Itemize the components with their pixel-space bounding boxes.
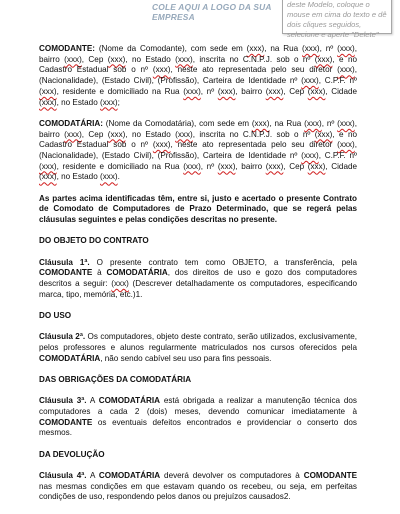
clause-2-paragraph bbox=[39, 332, 357, 364]
text-run: , inscrita no C.N.P.J. sob o nº bbox=[192, 129, 315, 139]
text-run: , bairro bbox=[235, 86, 266, 96]
text-run: , (Nacionalidade), (Estado Civil), (Profissão), Carteira de Identidade nº bbox=[39, 140, 357, 160]
clause-label: Cláusula 1ª. bbox=[39, 257, 90, 267]
placeholder-field: (xxx) bbox=[39, 97, 57, 107]
text-run: , residente e domiciliado na Rua bbox=[56, 86, 184, 96]
placeholder-field: (xxx) bbox=[39, 172, 57, 182]
text-run: O presente contrato tem como OBJETO, a transferência, pela bbox=[89, 257, 357, 267]
text-run: deverá devolver os computadores à bbox=[160, 471, 304, 481]
placeholder-field: (xxx) bbox=[39, 86, 57, 96]
placeholder-field: (xxx) bbox=[307, 86, 326, 96]
placeholder-field: (xxx) bbox=[251, 118, 270, 128]
text-run: , e no Cadastro Estadual sob o nº bbox=[39, 54, 357, 75]
placeholder-field: (xxx) bbox=[107, 54, 126, 64]
text-run: , e no Cadastro Estadual sob o nº bbox=[39, 129, 357, 150]
text-run: , Cep bbox=[283, 161, 308, 171]
party-name: COMODANTE bbox=[39, 268, 93, 278]
text-run: , no Estado bbox=[56, 97, 100, 107]
party-name: COMODATÁRIA bbox=[98, 396, 160, 406]
text-run: à bbox=[92, 268, 107, 278]
section-heading-uso: DO USO bbox=[39, 311, 72, 321]
text-run: , Cep bbox=[283, 86, 308, 96]
text-run: (Nome da Comodante), com sede em bbox=[94, 44, 247, 53]
placeholder-field: (xxx) bbox=[107, 129, 126, 139]
contract-document bbox=[39, 44, 357, 514]
party-name: COMODANTE bbox=[39, 417, 93, 427]
placeholder-field: (xxx) bbox=[39, 161, 57, 171]
placeholder-field: (xxx) bbox=[217, 86, 236, 96]
text-run: , nº bbox=[319, 44, 338, 53]
placeholder-field: (xxx) bbox=[337, 44, 355, 53]
placeholder-field: (xxx) bbox=[304, 118, 322, 128]
text-run: , na Rua bbox=[264, 44, 303, 53]
placeholder-field: (xxx) bbox=[246, 44, 265, 53]
clause-label: Cláusula 4ª. bbox=[39, 471, 87, 481]
placeholder-field: (xxx) bbox=[302, 44, 320, 53]
text-run: , neste ato representada pelo seu diretor bbox=[170, 140, 338, 150]
text-run: , nº bbox=[200, 86, 218, 96]
logo-placeholder-text: COLE AQUI A LOGO DA SUA EMPRESA bbox=[152, 2, 272, 22]
text-run: , C.P.F. nº bbox=[318, 76, 357, 86]
text-run: , bairro bbox=[235, 161, 266, 171]
placeholder-field: (xxx) bbox=[99, 97, 118, 107]
text-run: , no Estado bbox=[56, 172, 100, 182]
placeholder-field: (xxx) bbox=[314, 54, 333, 64]
placeholder-field: (xxx) bbox=[64, 54, 82, 64]
text-run: Os computadores, objeto deste contrato, serão utilizados, exclusivamente, pelos professores e alunos regularmente matriculados nos cursos oferecidos pela bbox=[39, 332, 358, 353]
placeholder-field: (xxx) bbox=[301, 76, 319, 86]
text-run: , bairro bbox=[39, 44, 357, 64]
placeholder-field: (xxx) bbox=[99, 172, 118, 182]
clause-4-paragraph bbox=[39, 471, 357, 503]
comodante-paragraph bbox=[39, 44, 357, 108]
text-run: A bbox=[86, 471, 99, 481]
placeholder-field: (xxx) bbox=[265, 161, 284, 171]
party-name: COMODATÁRIA bbox=[98, 471, 161, 481]
section-heading-objeto: DO OBJETO DO CONTRATO bbox=[39, 236, 149, 246]
clause-1-paragraph bbox=[39, 258, 357, 301]
comodataria-paragraph bbox=[39, 119, 357, 183]
placeholder-field: (xxx) bbox=[175, 54, 193, 64]
intro-paragraph: As partes acima identificadas têm, entre si, justo e acertado o presente Contrato de Comodato de Computadores de Prazo Determinado, que se regerá pelas cláusulas seguintes e pelas condições descritas no presente. bbox=[39, 193, 357, 225]
text-run: , residente e domiciliado na Rua bbox=[56, 161, 184, 171]
clause-3-paragraph bbox=[39, 396, 357, 439]
placeholder-field: (xxx) bbox=[175, 129, 193, 139]
text-run: , Cep bbox=[81, 54, 108, 64]
placeholder-field: (xxx) bbox=[183, 161, 201, 171]
clause-label: Cláusula 2ª. bbox=[39, 332, 86, 342]
text-run: , inscrita no C.N.P.J. sob o nº bbox=[192, 54, 315, 64]
text-run: , no Estado bbox=[125, 129, 176, 139]
text-run: , nº bbox=[200, 161, 218, 171]
placeholder-field: (xxx) bbox=[307, 161, 326, 171]
text-run: os eventuais defeitos encontrados e providenciar o conserto dos mesmos. bbox=[39, 417, 357, 438]
text-run: , Cep bbox=[81, 129, 108, 139]
party-name: COMODATÁRIA bbox=[39, 353, 101, 363]
text-run: , no Estado bbox=[125, 54, 176, 64]
text-run: , bairro bbox=[39, 118, 357, 139]
placeholder-field: (xxx) bbox=[217, 161, 236, 171]
text-run: , não sendo cabível seu uso para fins pessoais. bbox=[100, 353, 272, 363]
party-name: COMODANTE bbox=[303, 471, 357, 481]
text-run: , nº bbox=[321, 118, 338, 128]
instruction-tip-box: deste Modelo, coloque o mouse em cima do texto e dê dois cliques seguidos, selecione e aperte "Delete" bbox=[282, 0, 392, 34]
party-name: COMODATÁRIA bbox=[106, 268, 168, 278]
placeholder-field: (xxx) bbox=[337, 140, 355, 150]
text-run: , neste ato representada pelo seu diretor bbox=[170, 65, 338, 75]
placeholder-field: (xxx) bbox=[337, 65, 355, 75]
placeholder-field: (xxx) bbox=[152, 140, 171, 150]
clause-label: Cláusula 3ª. bbox=[39, 396, 87, 406]
text-run: (Descrever detalhadamente os computadores, especificando marca, tipo, memória, etc.)1. bbox=[39, 279, 357, 299]
text-run: , (Nacionalidade), (Estado Civil), (Profissão), Carteira de Identidade nº bbox=[39, 65, 357, 86]
text-run: , Cidade bbox=[325, 161, 358, 171]
placeholder-field: (xxx) bbox=[64, 129, 82, 139]
placeholder-field: (xxx) bbox=[265, 86, 284, 96]
text-run: ; bbox=[117, 97, 120, 107]
text-run: , na Rua bbox=[269, 118, 305, 128]
text-run: . bbox=[117, 172, 120, 182]
placeholder-field: (xxx) bbox=[301, 150, 319, 160]
text-run: , Cidade bbox=[325, 86, 358, 96]
placeholder-field: (xxx) bbox=[337, 118, 355, 128]
section-heading-devolucao: DA DEVOLUÇÃO bbox=[39, 449, 105, 459]
text-run: , dos direitos de uso e gozo dos computadores descritos a seguir: bbox=[39, 268, 357, 289]
placeholder-field: (xxx) bbox=[314, 129, 333, 139]
text-run: A bbox=[86, 396, 99, 406]
comodante-label: COMODANTE: bbox=[39, 44, 95, 53]
text-run: , C.P.F. nº bbox=[318, 150, 357, 160]
text-run: está obrigada a realizar a manutenção técnica dos computadores a cada 2 (dois) meses, devendo comunicar imediatamente à bbox=[39, 396, 357, 417]
placeholder-field: (xxx) bbox=[111, 279, 129, 289]
comodataria-label: COMODATÁRIA: bbox=[39, 118, 103, 128]
placeholder-field: (xxx) bbox=[183, 86, 201, 96]
text-run: nas mesmas condições em que estavam quando os recebeu, ou seja, em perfeitas condições de uso, respondendo pelos danos ou prejuízos causados2. bbox=[39, 481, 357, 502]
text-run: (Nome da Comodatária), com sede em bbox=[102, 118, 252, 128]
placeholder-field: (xxx) bbox=[152, 65, 171, 75]
section-heading-obrigacoes: DAS OBRIGAÇÕES DA COMODATÁRIA bbox=[39, 375, 192, 385]
